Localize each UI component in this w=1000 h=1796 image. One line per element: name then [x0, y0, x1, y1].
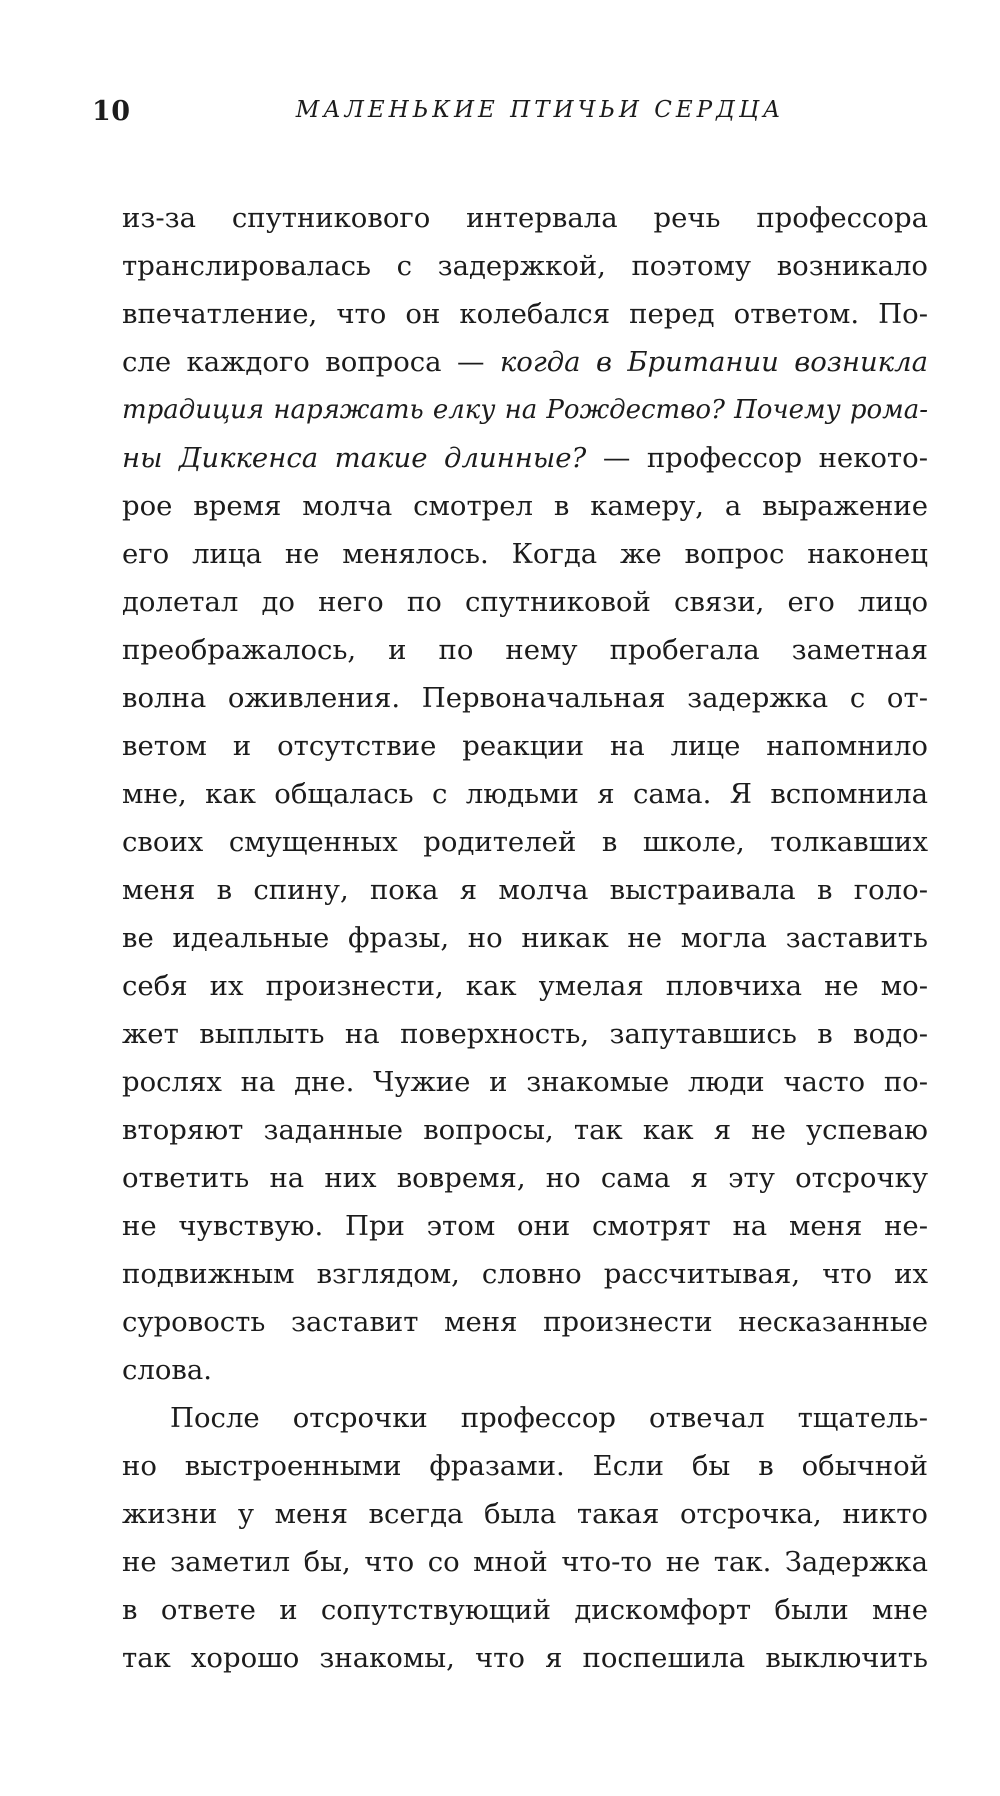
text-line: но выстроенными фразами. Если бы в обычной	[122, 1450, 928, 1482]
text-line: суровость заставит меня произнести несказанные	[122, 1306, 928, 1338]
running-title: МАЛЕНЬКИЕ ПТИЧЬИ СЕРДЦА	[295, 97, 785, 123]
text-line: жизни у меня всегда была такая отсрочка, никто	[122, 1498, 928, 1530]
text-segment: сле каждого вопроса —	[122, 346, 500, 378]
text-line	[122, 386, 928, 434]
text-line: подвижным взглядом, словно рассчитывая, что их	[122, 1258, 928, 1290]
text-line: мне, как общалась с людьми я сама. Я вспомнила	[122, 778, 928, 810]
text-line	[122, 338, 928, 386]
text-line: слова.	[122, 1354, 213, 1386]
text-line: из-за спутникового интервала речь профессора	[122, 202, 928, 234]
text-line: впечатление, что он колебался перед ответом. По-	[122, 298, 928, 330]
text-segment: — профессор некото-	[586, 442, 928, 474]
paragraph-2	[122, 1394, 928, 1682]
text-line: своих смущенных родителей в школе, толкавших	[122, 826, 928, 858]
text-line: себя их произнести, как умелая пловчиха не мо-	[122, 970, 928, 1002]
italic-question: когда в Британии возникла	[499, 346, 928, 378]
text-line: рое время молча смотрел в камеру, а выражение	[122, 490, 928, 522]
text-line: транслировалась с задержкой, поэтому возникало	[122, 250, 928, 282]
text-line: не чувствую. При этом они смотрят на меня не-	[122, 1210, 928, 1242]
text-line: волна оживления. Первоначальная задержка с от-	[122, 682, 928, 714]
body-text	[122, 194, 928, 1682]
text-line: ветом и отсутствие реакции на лице напомнило	[122, 730, 928, 762]
text-line: ве идеальные фразы, но никак не могла заставить	[122, 922, 928, 954]
paragraph-1	[122, 194, 928, 1394]
text-line: После отсрочки профессор отвечал тщатель-	[170, 1402, 928, 1434]
text-line: так хорошо знакомы, что я поспешила выключить	[122, 1642, 928, 1674]
text-line: его лица не менялось. Когда же вопрос наконец	[122, 538, 928, 570]
text-line	[122, 434, 928, 482]
text-line: долетал до него по спутниковой связи, его лицо	[122, 586, 928, 618]
text-line: ответить на них вовремя, но сама я эту отсрочку	[122, 1162, 928, 1194]
text-line: меня в спину, пока я молча выстраивала в голо-	[122, 874, 928, 906]
text-line: жет выплыть на поверхность, запутавшись в водо-	[122, 1018, 928, 1050]
text-line: в ответе и сопутствующий дискомфорт были мне	[122, 1594, 928, 1626]
text-line: рослях на дне. Чужие и знакомые люди часто по-	[122, 1066, 928, 1098]
page-number: 10	[92, 96, 131, 127]
italic-question: традиция наряжать елку на Рождество? Почему рома-	[122, 395, 928, 425]
text-line: вторяют заданные вопросы, так как я не успеваю	[122, 1114, 928, 1146]
italic-question: ны Диккенса такие длинные?	[122, 442, 587, 474]
text-line: преображалось, и по нему пробегала заметная	[122, 634, 928, 666]
text-line: не заметил бы, что со мной что-то не так. Задержка	[122, 1546, 928, 1578]
